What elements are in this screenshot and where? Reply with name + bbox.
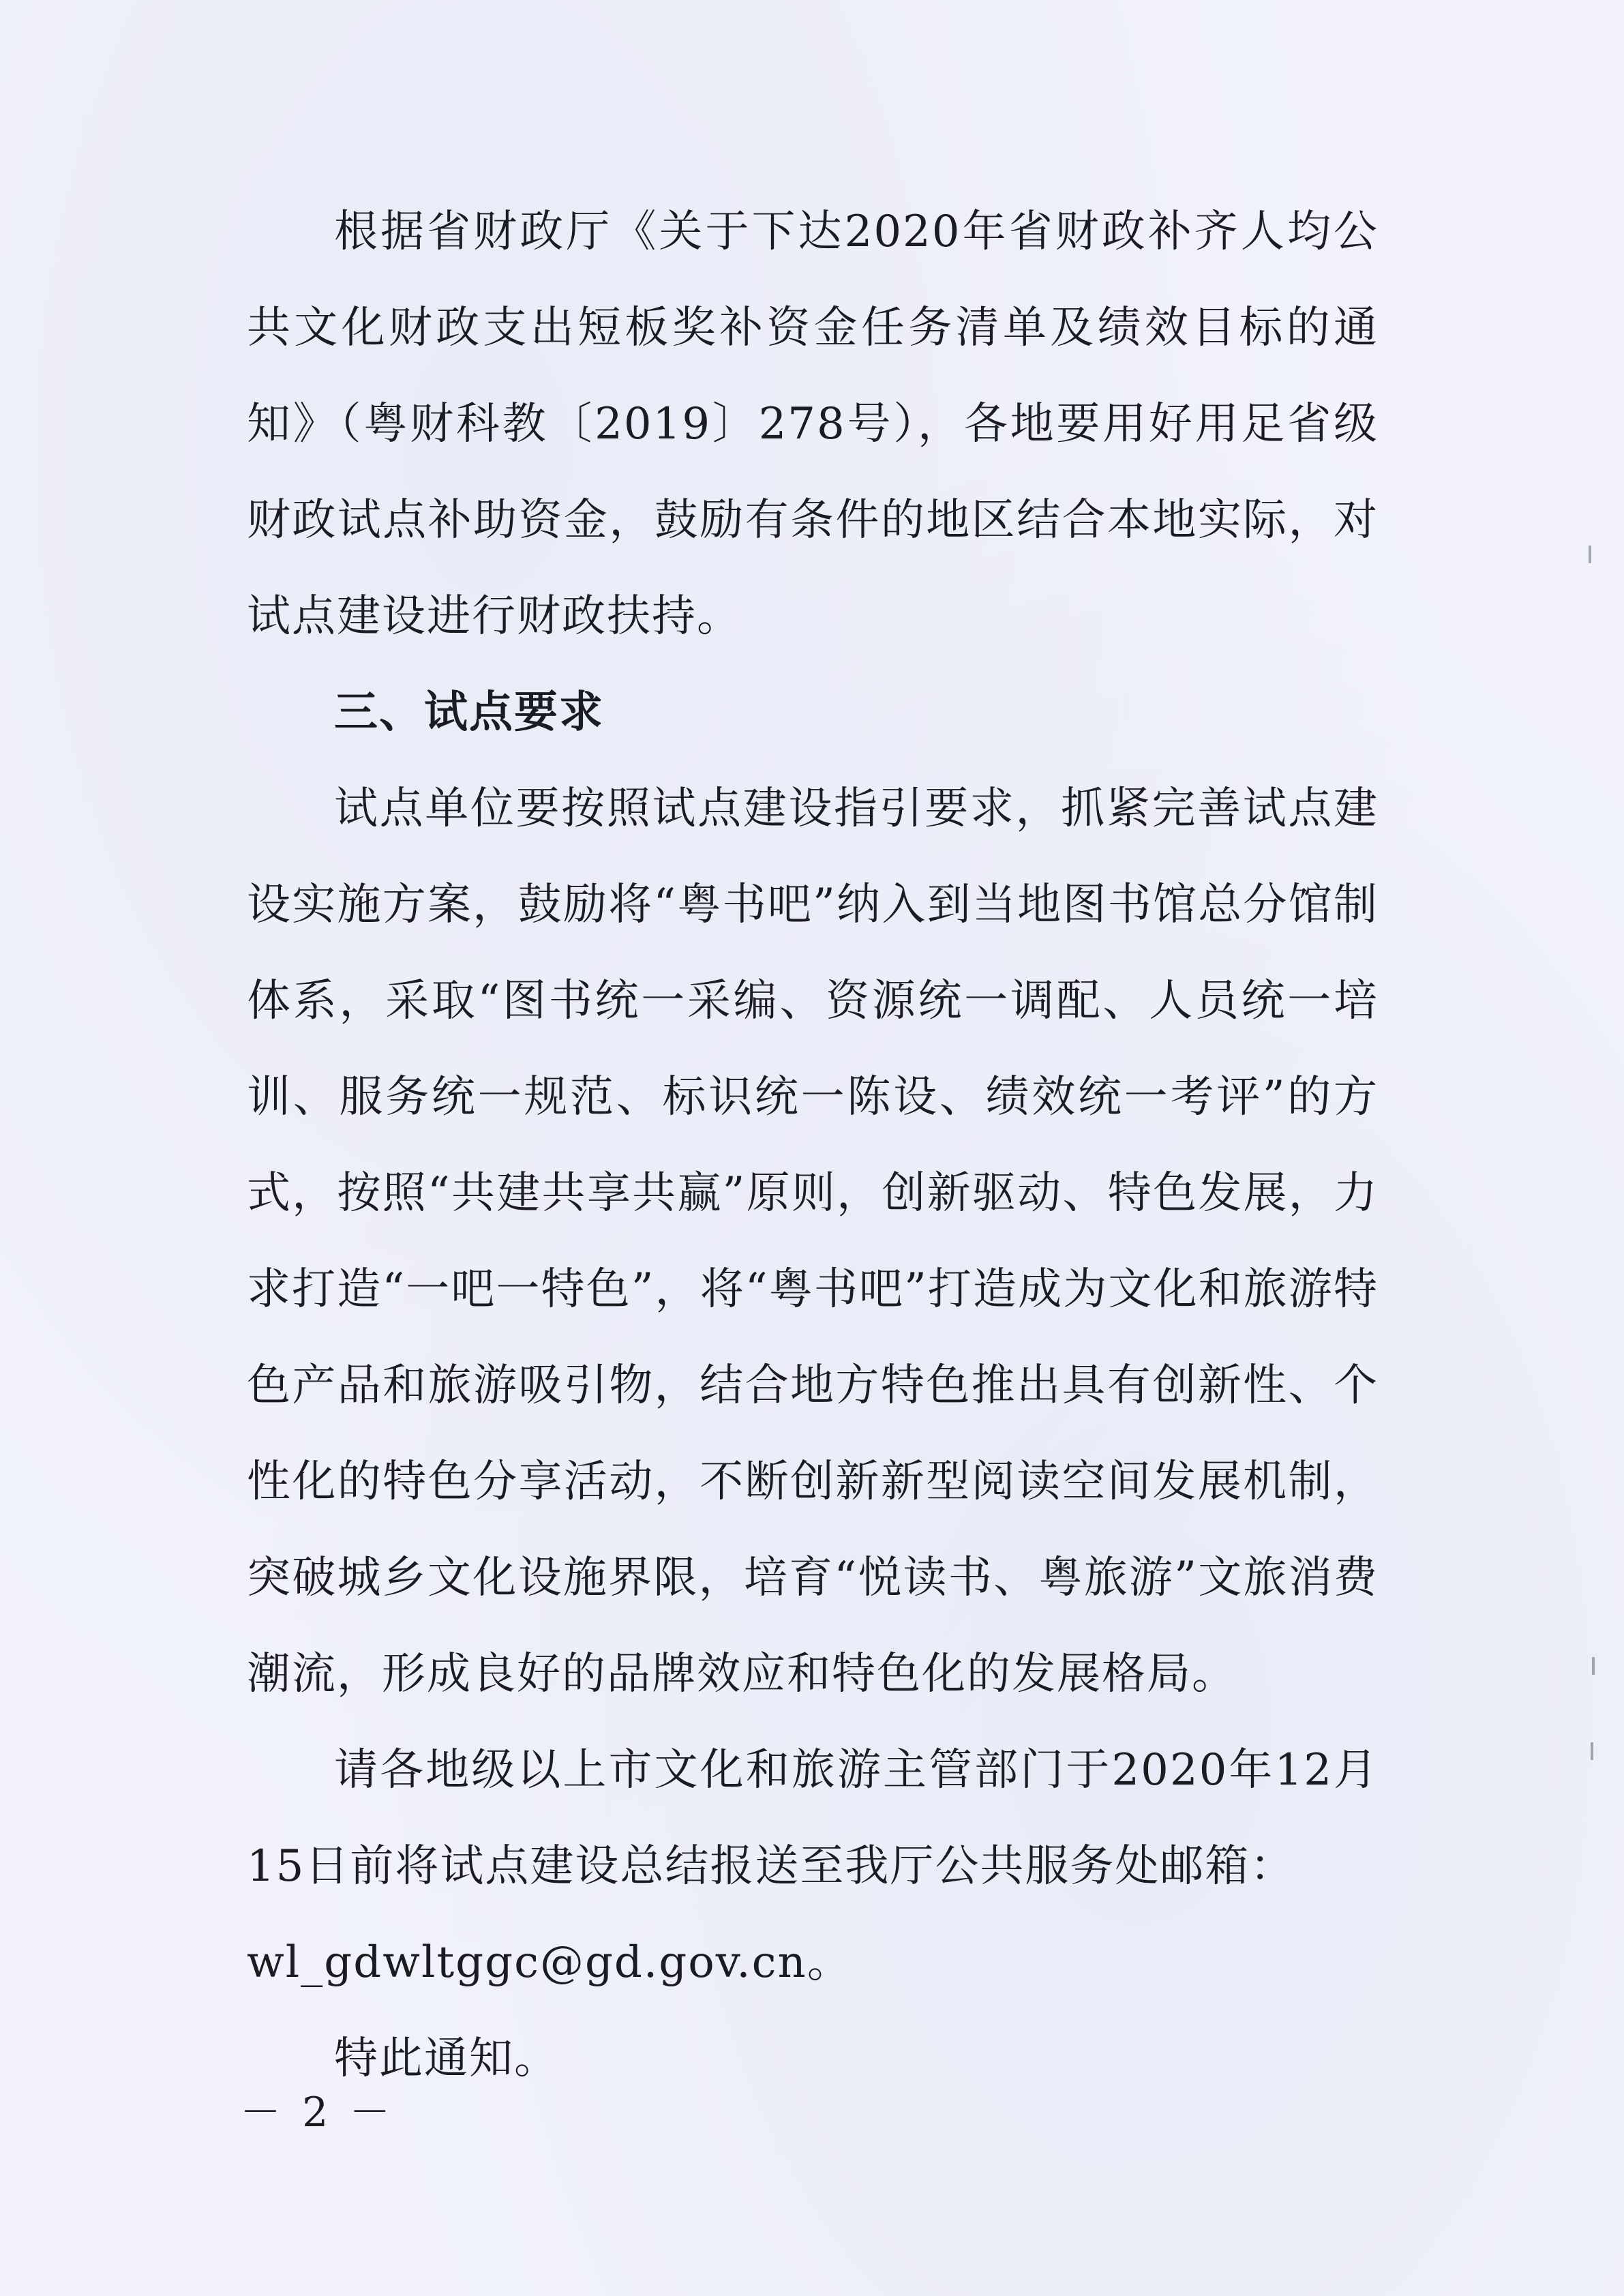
paragraph-submission-deadline: 请各地级以上市文化和旅游主管部门于2020年12月15日前将试点建设总结报送至我厅公共服务处邮箱： — [247, 1745, 1379, 1892]
scan-speck — [1591, 1742, 1593, 1760]
paragraph-pilot-requirements: 试点单位要按照试点建设指引要求，抓紧完善试点建设实施方案，鼓励将“粤书吧”纳入到当地图书馆总分馆制体系，采取“图书统一采编、资源统一调配、人员统一培训、服务统一规范、标识统一陈设、绩效统一考评”的方式，按照“共建共享共赢”原则，创新驱动、特色发展，力求打造“一吧一特色”，将“粤书吧”打造成为文化和旅游特色产品和旅游吸引物，结合地方特色推出具有创新性、个性化的特色分享活动，不断创新新型阅读空间发展机制，突破城乡文化设施界限，培育“悦读书、粤旅游”文旅消费潮流，形成良好的品牌效应和特色化的发展格局。 — [247, 784, 1379, 1699]
scan-speck — [1589, 546, 1591, 563]
page-number: － 2 － — [240, 2089, 395, 2136]
section-heading-pilot-requirements: 三、试点要求 — [334, 687, 604, 738]
paragraph-funding: 根据省财政厅《关于下达2020年省财政补齐人均公共文化财政支出短板奖补资金任务清单及绩效目标的通知》（粤财科教〔2019〕278号），各地要用好用足省级财政试点补助资金，鼓励有条件的地区结合本地实际，对试点建设进行财政扶持。 — [247, 207, 1379, 642]
scan-speck — [1592, 1657, 1595, 1675]
contact-email: wl_gdwltggc@gd.gov.cn。 — [247, 1937, 852, 1988]
document-body — [247, 184, 1379, 2107]
paragraph-closing: 特此通知。 — [334, 2033, 559, 2084]
